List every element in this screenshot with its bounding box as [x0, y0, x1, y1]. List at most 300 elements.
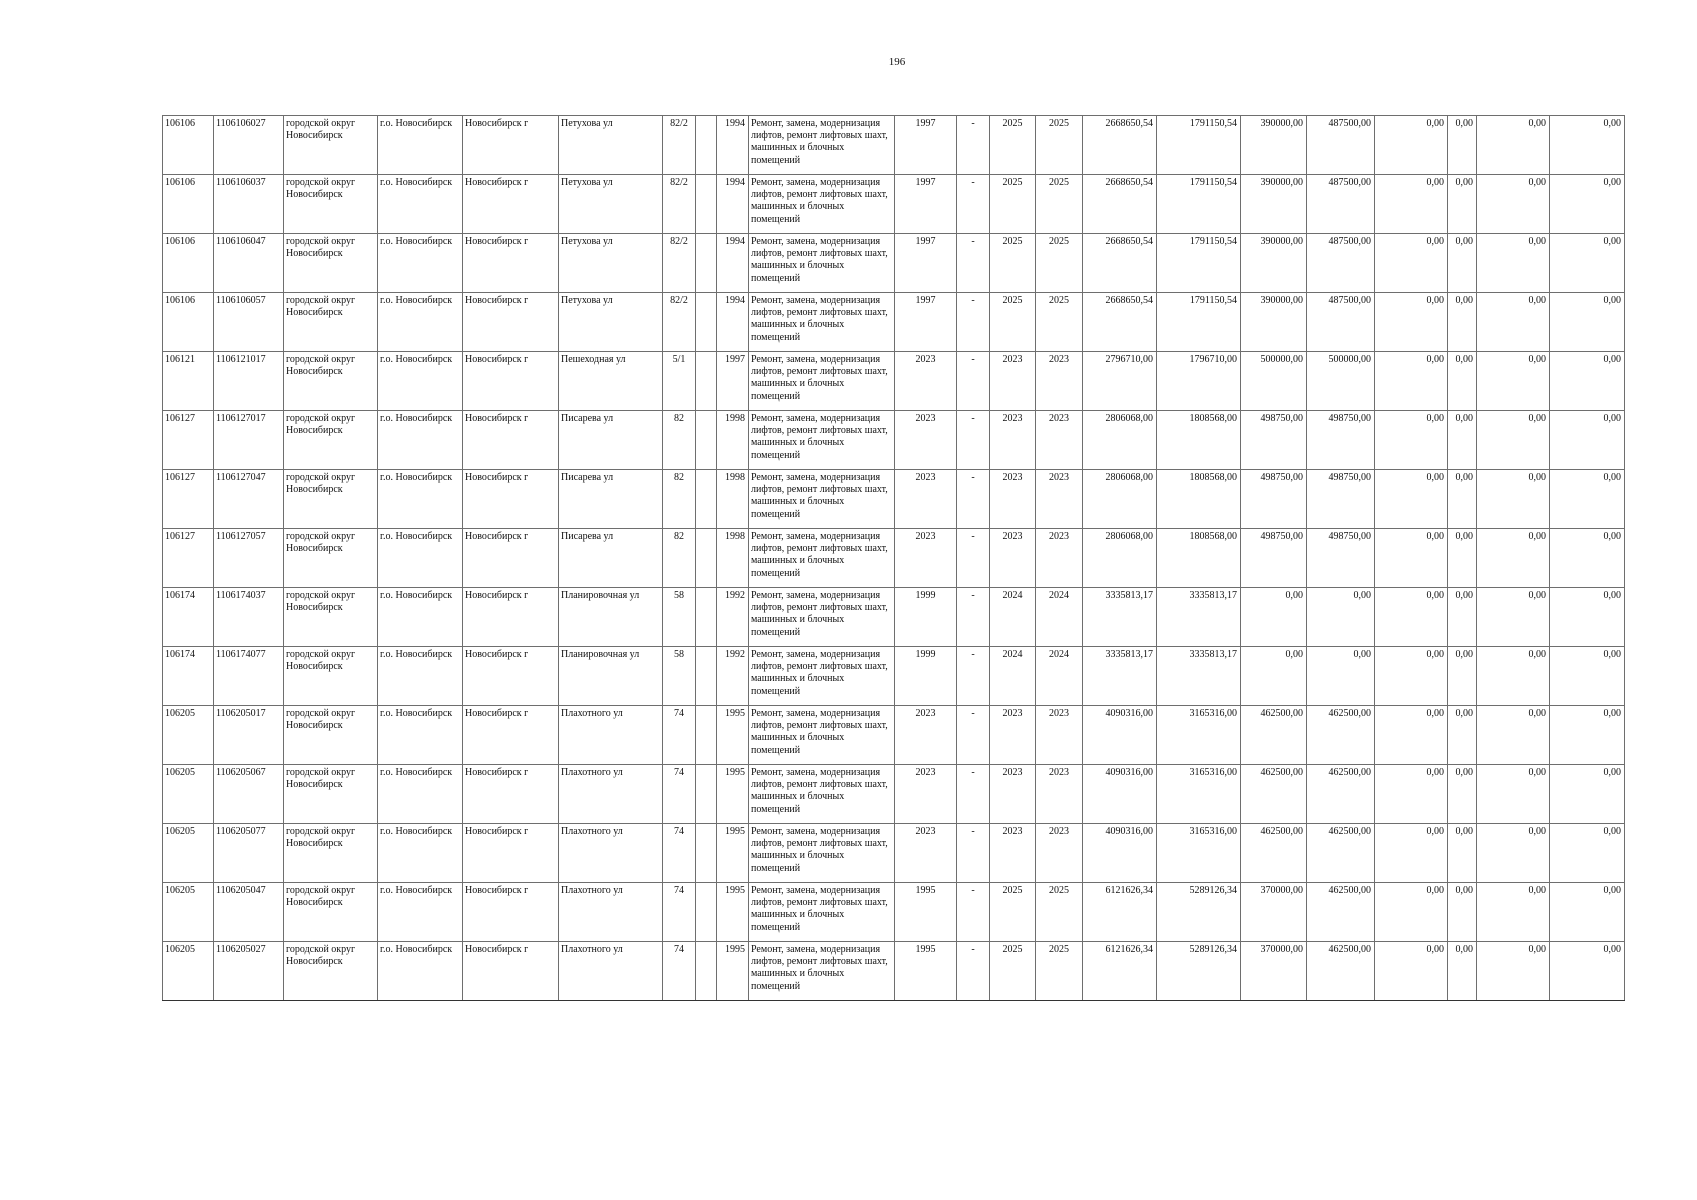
amount-a-cell: 390000,00 — [1241, 116, 1307, 175]
building-cell — [696, 234, 717, 293]
dash-cell: - — [957, 116, 990, 175]
amount-e-cell: 0,00 — [1477, 470, 1550, 529]
amount-d-cell: 0,00 — [1448, 588, 1477, 647]
amount-e-cell: 0,00 — [1477, 588, 1550, 647]
amount-c-cell: 0,00 — [1375, 411, 1448, 470]
plan-year-start-cell: 2023 — [990, 529, 1036, 588]
street-cell: Петухова ул — [559, 234, 663, 293]
last-repair-year-cell: 1997 — [895, 175, 957, 234]
table-row — [163, 883, 1625, 942]
total-cost-cell: 2796710,00 — [1083, 352, 1157, 411]
work-type-cell: Ремонт, замена, модернизация лифтов, ремонт лифтовых шахт, машинных и блочных помещений — [749, 293, 895, 352]
fund-cost-cell: 3165316,00 — [1157, 706, 1241, 765]
amount-b-cell: 487500,00 — [1307, 293, 1375, 352]
building-cell — [696, 411, 717, 470]
amount-a-cell: 390000,00 — [1241, 175, 1307, 234]
house-number-cell: 74 — [663, 883, 696, 942]
dash-cell: - — [957, 647, 990, 706]
total-cost-cell: 4090316,00 — [1083, 824, 1157, 883]
plan-year-end-cell: 2025 — [1036, 175, 1083, 234]
house-number-cell: 82/2 — [663, 175, 696, 234]
element-code-cell: 1106205077 — [214, 824, 284, 883]
amount-f-cell: 0,00 — [1550, 706, 1625, 765]
table-row — [163, 529, 1625, 588]
total-cost-cell: 4090316,00 — [1083, 706, 1157, 765]
house-number-cell: 82/2 — [663, 116, 696, 175]
amount-a-cell: 498750,00 — [1241, 411, 1307, 470]
amount-c-cell: 0,00 — [1375, 529, 1448, 588]
last-repair-year-cell: 1997 — [895, 116, 957, 175]
build-year-cell: 1994 — [717, 175, 749, 234]
amount-f-cell: 0,00 — [1550, 824, 1625, 883]
last-repair-year-cell: 2023 — [895, 765, 957, 824]
last-repair-year-cell: 1995 — [895, 942, 957, 1001]
amount-a-cell: 462500,00 — [1241, 824, 1307, 883]
total-cost-cell: 2668650,54 — [1083, 293, 1157, 352]
building-cell — [696, 824, 717, 883]
amount-f-cell: 0,00 — [1550, 883, 1625, 942]
object-code-cell: 106127 — [163, 470, 214, 529]
amount-e-cell: 0,00 — [1477, 529, 1550, 588]
settlement-cell: г.о. Новосибирск — [378, 175, 463, 234]
building-cell — [696, 588, 717, 647]
amount-a-cell: 462500,00 — [1241, 765, 1307, 824]
total-cost-cell: 2806068,00 — [1083, 470, 1157, 529]
plan-year-start-cell: 2024 — [990, 647, 1036, 706]
table-row — [163, 234, 1625, 293]
amount-c-cell: 0,00 — [1375, 824, 1448, 883]
municipality-cell: городской округ Новосибирск — [284, 175, 378, 234]
dash-cell: - — [957, 824, 990, 883]
fund-cost-cell: 3335813,17 — [1157, 588, 1241, 647]
element-code-cell: 1106205027 — [214, 942, 284, 1001]
municipality-cell: городской округ Новосибирск — [284, 883, 378, 942]
plan-year-start-cell: 2023 — [990, 765, 1036, 824]
locality-cell: Новосибирск г — [463, 175, 559, 234]
work-type-cell: Ремонт, замена, модернизация лифтов, ремонт лифтовых шахт, машинных и блочных помещений — [749, 352, 895, 411]
house-number-cell: 82 — [663, 411, 696, 470]
amount-f-cell: 0,00 — [1550, 116, 1625, 175]
element-code-cell: 1106127057 — [214, 529, 284, 588]
house-number-cell: 5/1 — [663, 352, 696, 411]
amount-a-cell: 390000,00 — [1241, 293, 1307, 352]
dash-cell: - — [957, 588, 990, 647]
settlement-cell: г.о. Новосибирск — [378, 411, 463, 470]
plan-year-start-cell: 2023 — [990, 824, 1036, 883]
total-cost-cell: 2668650,54 — [1083, 116, 1157, 175]
plan-year-end-cell: 2023 — [1036, 765, 1083, 824]
page-number: 196 — [888, 56, 906, 68]
building-cell — [696, 293, 717, 352]
house-number-cell: 74 — [663, 706, 696, 765]
amount-c-cell: 0,00 — [1375, 706, 1448, 765]
last-repair-year-cell: 1995 — [895, 883, 957, 942]
work-type-cell: Ремонт, замена, модернизация лифтов, ремонт лифтовых шахт, машинных и блочных помещений — [749, 470, 895, 529]
building-cell — [696, 942, 717, 1001]
locality-cell: Новосибирск г — [463, 470, 559, 529]
amount-a-cell: 370000,00 — [1241, 942, 1307, 1001]
house-number-cell: 58 — [663, 588, 696, 647]
street-cell: Плахотного ул — [559, 706, 663, 765]
amount-c-cell: 0,00 — [1375, 647, 1448, 706]
build-year-cell: 1995 — [717, 883, 749, 942]
work-type-cell: Ремонт, замена, модернизация лифтов, ремонт лифтовых шахт, машинных и блочных помещений — [749, 411, 895, 470]
work-type-cell: Ремонт, замена, модернизация лифтов, ремонт лифтовых шахт, машинных и блочных помещений — [749, 175, 895, 234]
plan-year-end-cell: 2025 — [1036, 116, 1083, 175]
table-row — [163, 293, 1625, 352]
work-type-cell: Ремонт, замена, модернизация лифтов, ремонт лифтовых шахт, машинных и блочных помещений — [749, 529, 895, 588]
object-code-cell: 106205 — [163, 883, 214, 942]
fund-cost-cell: 5289126,34 — [1157, 942, 1241, 1001]
amount-b-cell: 498750,00 — [1307, 529, 1375, 588]
fund-cost-cell: 5289126,34 — [1157, 883, 1241, 942]
settlement-cell: г.о. Новосибирск — [378, 293, 463, 352]
amount-f-cell: 0,00 — [1550, 765, 1625, 824]
fund-cost-cell: 1808568,00 — [1157, 470, 1241, 529]
element-code-cell: 1106127017 — [214, 411, 284, 470]
object-code-cell: 106106 — [163, 175, 214, 234]
element-code-cell: 1106174077 — [214, 647, 284, 706]
plan-year-end-cell: 2024 — [1036, 647, 1083, 706]
object-code-cell: 106106 — [163, 116, 214, 175]
locality-cell: Новосибирск г — [463, 765, 559, 824]
element-code-cell: 1106205017 — [214, 706, 284, 765]
municipality-cell: городской округ Новосибирск — [284, 588, 378, 647]
locality-cell: Новосибирск г — [463, 234, 559, 293]
street-cell: Петухова ул — [559, 116, 663, 175]
plan-year-start-cell: 2025 — [990, 116, 1036, 175]
amount-b-cell: 462500,00 — [1307, 883, 1375, 942]
street-cell: Петухова ул — [559, 175, 663, 234]
amount-d-cell: 0,00 — [1448, 765, 1477, 824]
plan-year-start-cell: 2023 — [990, 706, 1036, 765]
building-cell — [696, 706, 717, 765]
dash-cell: - — [957, 529, 990, 588]
plan-year-end-cell: 2023 — [1036, 706, 1083, 765]
element-code-cell: 1106106027 — [214, 116, 284, 175]
plan-year-start-cell: 2025 — [990, 883, 1036, 942]
total-cost-cell: 2806068,00 — [1083, 411, 1157, 470]
plan-year-start-cell: 2025 — [990, 234, 1036, 293]
building-cell — [696, 116, 717, 175]
table-row — [163, 588, 1625, 647]
amount-d-cell: 0,00 — [1448, 470, 1477, 529]
amount-a-cell: 498750,00 — [1241, 529, 1307, 588]
amount-e-cell: 0,00 — [1477, 411, 1550, 470]
street-cell: Плахотного ул — [559, 883, 663, 942]
street-cell: Планировочная ул — [559, 647, 663, 706]
amount-c-cell: 0,00 — [1375, 942, 1448, 1001]
amount-c-cell: 0,00 — [1375, 175, 1448, 234]
municipality-cell: городской округ Новосибирск — [284, 234, 378, 293]
amount-a-cell: 498750,00 — [1241, 470, 1307, 529]
building-cell — [696, 529, 717, 588]
last-repair-year-cell: 1999 — [895, 647, 957, 706]
build-year-cell: 1997 — [717, 352, 749, 411]
house-number-cell: 74 — [663, 824, 696, 883]
object-code-cell: 106106 — [163, 293, 214, 352]
settlement-cell: г.о. Новосибирск — [378, 116, 463, 175]
municipality-cell: городской округ Новосибирск — [284, 706, 378, 765]
amount-b-cell: 462500,00 — [1307, 706, 1375, 765]
build-year-cell: 1994 — [717, 116, 749, 175]
build-year-cell: 1998 — [717, 411, 749, 470]
amount-e-cell: 0,00 — [1477, 293, 1550, 352]
amount-b-cell: 498750,00 — [1307, 470, 1375, 529]
total-cost-cell: 6121626,34 — [1083, 883, 1157, 942]
amount-c-cell: 0,00 — [1375, 470, 1448, 529]
amount-f-cell: 0,00 — [1550, 293, 1625, 352]
element-code-cell: 1106106047 — [214, 234, 284, 293]
plan-year-start-cell: 2023 — [990, 470, 1036, 529]
amount-b-cell: 500000,00 — [1307, 352, 1375, 411]
amount-b-cell: 0,00 — [1307, 588, 1375, 647]
build-year-cell: 1995 — [717, 942, 749, 1001]
element-code-cell: 1106121017 — [214, 352, 284, 411]
building-cell — [696, 883, 717, 942]
amount-f-cell: 0,00 — [1550, 175, 1625, 234]
street-cell: Планировочная ул — [559, 588, 663, 647]
build-year-cell: 1998 — [717, 529, 749, 588]
settlement-cell: г.о. Новосибирск — [378, 883, 463, 942]
work-type-cell: Ремонт, замена, модернизация лифтов, ремонт лифтовых шахт, машинных и блочных помещений — [749, 765, 895, 824]
object-code-cell: 106106 — [163, 234, 214, 293]
work-type-cell: Ремонт, замена, модернизация лифтов, ремонт лифтовых шахт, машинных и блочных помещений — [749, 588, 895, 647]
amount-d-cell: 0,00 — [1448, 234, 1477, 293]
amount-e-cell: 0,00 — [1477, 765, 1550, 824]
house-number-cell: 58 — [663, 647, 696, 706]
amount-c-cell: 0,00 — [1375, 352, 1448, 411]
fund-cost-cell: 1808568,00 — [1157, 529, 1241, 588]
amount-b-cell: 0,00 — [1307, 647, 1375, 706]
municipality-cell: городской округ Новосибирск — [284, 470, 378, 529]
amount-e-cell: 0,00 — [1477, 234, 1550, 293]
object-code-cell: 106127 — [163, 529, 214, 588]
locality-cell: Новосибирск г — [463, 529, 559, 588]
work-type-cell: Ремонт, замена, модернизация лифтов, ремонт лифтовых шахт, машинных и блочных помещений — [749, 234, 895, 293]
plan-year-start-cell: 2023 — [990, 352, 1036, 411]
amount-e-cell: 0,00 — [1477, 824, 1550, 883]
locality-cell: Новосибирск г — [463, 116, 559, 175]
amount-d-cell: 0,00 — [1448, 116, 1477, 175]
street-cell: Плахотного ул — [559, 765, 663, 824]
amount-d-cell: 0,00 — [1448, 175, 1477, 234]
amount-d-cell: 0,00 — [1448, 293, 1477, 352]
building-cell — [696, 765, 717, 824]
table-row — [163, 411, 1625, 470]
amount-c-cell: 0,00 — [1375, 883, 1448, 942]
locality-cell: Новосибирск г — [463, 293, 559, 352]
work-type-cell: Ремонт, замена, модернизация лифтов, ремонт лифтовых шахт, машинных и блочных помещений — [749, 647, 895, 706]
element-code-cell: 1106106057 — [214, 293, 284, 352]
amount-e-cell: 0,00 — [1477, 942, 1550, 1001]
locality-cell: Новосибирск г — [463, 706, 559, 765]
object-code-cell: 106205 — [163, 824, 214, 883]
work-type-cell: Ремонт, замена, модернизация лифтов, ремонт лифтовых шахт, машинных и блочных помещений — [749, 883, 895, 942]
register-table — [162, 115, 1625, 1001]
amount-e-cell: 0,00 — [1477, 647, 1550, 706]
dash-cell: - — [957, 883, 990, 942]
settlement-cell: г.о. Новосибирск — [378, 824, 463, 883]
dash-cell: - — [957, 411, 990, 470]
amount-f-cell: 0,00 — [1550, 647, 1625, 706]
amount-f-cell: 0,00 — [1550, 234, 1625, 293]
build-year-cell: 1992 — [717, 647, 749, 706]
amount-a-cell: 0,00 — [1241, 588, 1307, 647]
municipality-cell: городской округ Новосибирск — [284, 824, 378, 883]
amount-f-cell: 0,00 — [1550, 588, 1625, 647]
locality-cell: Новосибирск г — [463, 352, 559, 411]
street-cell: Писарева ул — [559, 470, 663, 529]
amount-b-cell: 487500,00 — [1307, 116, 1375, 175]
locality-cell: Новосибирск г — [463, 647, 559, 706]
locality-cell: Новосибирск г — [463, 411, 559, 470]
plan-year-start-cell: 2025 — [990, 942, 1036, 1001]
settlement-cell: г.о. Новосибирск — [378, 588, 463, 647]
municipality-cell: городской округ Новосибирск — [284, 411, 378, 470]
build-year-cell: 1994 — [717, 234, 749, 293]
amount-f-cell: 0,00 — [1550, 411, 1625, 470]
amount-d-cell: 0,00 — [1448, 824, 1477, 883]
amount-b-cell: 498750,00 — [1307, 411, 1375, 470]
plan-year-start-cell: 2025 — [990, 293, 1036, 352]
locality-cell: Новосибирск г — [463, 942, 559, 1001]
amount-f-cell: 0,00 — [1550, 352, 1625, 411]
dash-cell: - — [957, 706, 990, 765]
amount-d-cell: 0,00 — [1448, 529, 1477, 588]
fund-cost-cell: 3335813,17 — [1157, 647, 1241, 706]
amount-f-cell: 0,00 — [1550, 942, 1625, 1001]
settlement-cell: г.о. Новосибирск — [378, 529, 463, 588]
last-repair-year-cell: 1999 — [895, 588, 957, 647]
plan-year-start-cell: 2024 — [990, 588, 1036, 647]
last-repair-year-cell: 1997 — [895, 293, 957, 352]
object-code-cell: 106174 — [163, 647, 214, 706]
object-code-cell: 106127 — [163, 411, 214, 470]
plan-year-end-cell: 2025 — [1036, 293, 1083, 352]
element-code-cell: 1106127047 — [214, 470, 284, 529]
municipality-cell: городской округ Новосибирск — [284, 942, 378, 1001]
locality-cell: Новосибирск г — [463, 588, 559, 647]
house-number-cell: 82 — [663, 470, 696, 529]
table-row — [163, 470, 1625, 529]
house-number-cell: 74 — [663, 942, 696, 1001]
plan-year-end-cell: 2023 — [1036, 352, 1083, 411]
house-number-cell: 74 — [663, 765, 696, 824]
municipality-cell: городской округ Новосибирск — [284, 647, 378, 706]
building-cell — [696, 647, 717, 706]
amount-d-cell: 0,00 — [1448, 352, 1477, 411]
municipality-cell: городской округ Новосибирск — [284, 765, 378, 824]
total-cost-cell: 2668650,54 — [1083, 234, 1157, 293]
plan-year-end-cell: 2023 — [1036, 411, 1083, 470]
amount-c-cell: 0,00 — [1375, 588, 1448, 647]
amount-a-cell: 500000,00 — [1241, 352, 1307, 411]
fund-cost-cell: 1791150,54 — [1157, 116, 1241, 175]
fund-cost-cell: 1796710,00 — [1157, 352, 1241, 411]
street-cell: Писарева ул — [559, 411, 663, 470]
building-cell — [696, 175, 717, 234]
work-type-cell: Ремонт, замена, модернизация лифтов, ремонт лифтовых шахт, машинных и блочных помещений — [749, 824, 895, 883]
build-year-cell: 1995 — [717, 824, 749, 883]
street-cell: Пешеходная ул — [559, 352, 663, 411]
object-code-cell: 106205 — [163, 706, 214, 765]
municipality-cell: городской округ Новосибирск — [284, 293, 378, 352]
plan-year-end-cell: 2023 — [1036, 470, 1083, 529]
plan-year-start-cell: 2025 — [990, 175, 1036, 234]
amount-b-cell: 462500,00 — [1307, 765, 1375, 824]
street-cell: Петухова ул — [559, 293, 663, 352]
amount-b-cell: 487500,00 — [1307, 234, 1375, 293]
house-number-cell: 82 — [663, 529, 696, 588]
object-code-cell: 106121 — [163, 352, 214, 411]
last-repair-year-cell: 2023 — [895, 824, 957, 883]
amount-d-cell: 0,00 — [1448, 942, 1477, 1001]
locality-cell: Новосибирск г — [463, 883, 559, 942]
total-cost-cell: 2806068,00 — [1083, 529, 1157, 588]
dash-cell: - — [957, 352, 990, 411]
fund-cost-cell: 1791150,54 — [1157, 234, 1241, 293]
municipality-cell: городской округ Новосибирск — [284, 116, 378, 175]
dash-cell: - — [957, 175, 990, 234]
table-row — [163, 647, 1625, 706]
amount-b-cell: 462500,00 — [1307, 942, 1375, 1001]
settlement-cell: г.о. Новосибирск — [378, 942, 463, 1001]
table-row — [163, 824, 1625, 883]
element-code-cell: 1106205047 — [214, 883, 284, 942]
dash-cell: - — [957, 942, 990, 1001]
work-type-cell: Ремонт, замена, модернизация лифтов, ремонт лифтовых шахт, машинных и блочных помещений — [749, 116, 895, 175]
settlement-cell: г.о. Новосибирск — [378, 765, 463, 824]
build-year-cell: 1995 — [717, 706, 749, 765]
amount-d-cell: 0,00 — [1448, 883, 1477, 942]
register-table-body — [163, 116, 1625, 1001]
object-code-cell: 106205 — [163, 765, 214, 824]
amount-f-cell: 0,00 — [1550, 470, 1625, 529]
house-number-cell: 82/2 — [663, 234, 696, 293]
fund-cost-cell: 3165316,00 — [1157, 824, 1241, 883]
dash-cell: - — [957, 293, 990, 352]
settlement-cell: г.о. Новосибирск — [378, 352, 463, 411]
table-row — [163, 765, 1625, 824]
work-type-cell: Ремонт, замена, модернизация лифтов, ремонт лифтовых шахт, машинных и блочных помещений — [749, 706, 895, 765]
settlement-cell: г.о. Новосибирск — [378, 234, 463, 293]
amount-c-cell: 0,00 — [1375, 234, 1448, 293]
last-repair-year-cell: 1997 — [895, 234, 957, 293]
dash-cell: - — [957, 765, 990, 824]
street-cell: Писарева ул — [559, 529, 663, 588]
fund-cost-cell: 1791150,54 — [1157, 293, 1241, 352]
last-repair-year-cell: 2023 — [895, 470, 957, 529]
build-year-cell: 1994 — [717, 293, 749, 352]
total-cost-cell: 2668650,54 — [1083, 175, 1157, 234]
amount-d-cell: 0,00 — [1448, 411, 1477, 470]
last-repair-year-cell: 2023 — [895, 411, 957, 470]
locality-cell: Новосибирск г — [463, 824, 559, 883]
municipality-cell: городской округ Новосибирск — [284, 529, 378, 588]
table-row — [163, 706, 1625, 765]
total-cost-cell: 3335813,17 — [1083, 647, 1157, 706]
amount-a-cell: 390000,00 — [1241, 234, 1307, 293]
total-cost-cell: 3335813,17 — [1083, 588, 1157, 647]
total-cost-cell: 6121626,34 — [1083, 942, 1157, 1001]
last-repair-year-cell: 2023 — [895, 352, 957, 411]
amount-d-cell: 0,00 — [1448, 706, 1477, 765]
build-year-cell: 1992 — [717, 588, 749, 647]
amount-e-cell: 0,00 — [1477, 883, 1550, 942]
plan-year-end-cell: 2025 — [1036, 234, 1083, 293]
plan-year-end-cell: 2024 — [1036, 588, 1083, 647]
